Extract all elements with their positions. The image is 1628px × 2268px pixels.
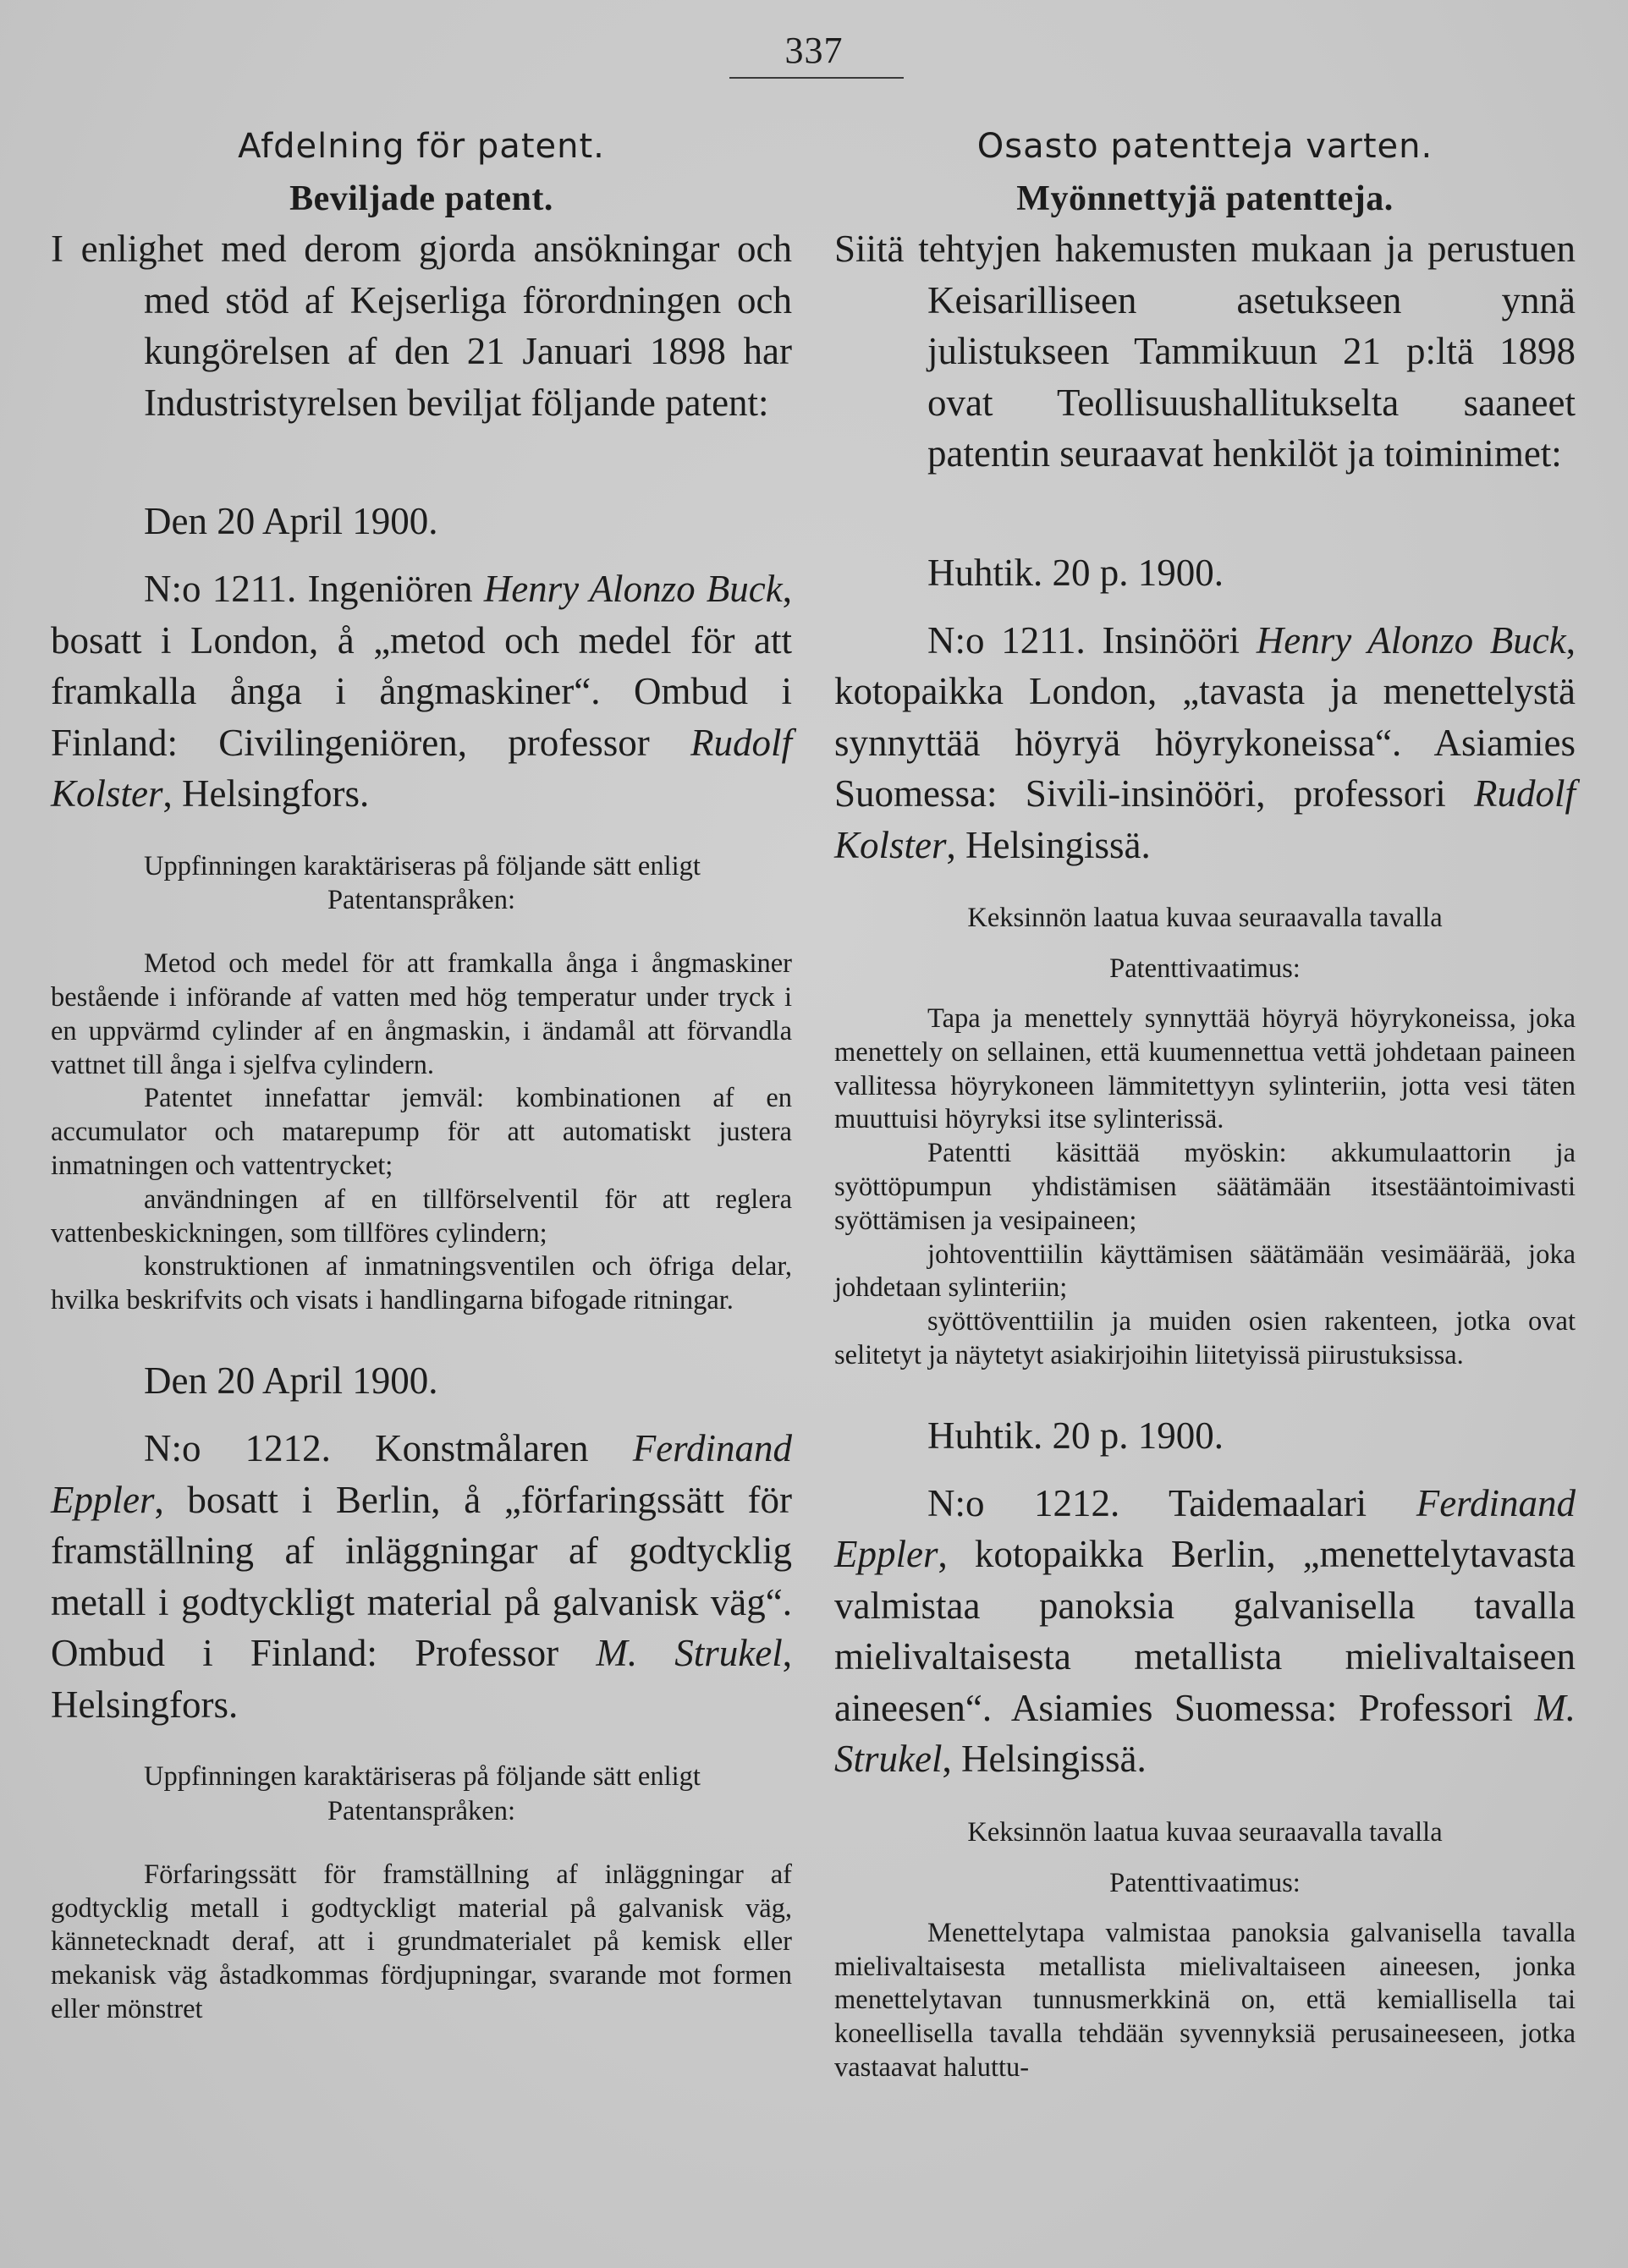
swedish-column	[51, 118, 792, 2027]
applicant-name: Ferdinand Eppler	[51, 1427, 792, 1521]
entry-body: , bosatt i Berlin, å „förfaringssätt för framställning af inläggningar af godtycklig metall i godtyckligt material på galvanisk väg“. Ombud i Finland: Professor	[51, 1478, 792, 1675]
section-title: Afdelning för patent.	[238, 127, 605, 166]
section-subtitle: Beviljade patent.	[289, 179, 553, 218]
intro-paragraph: Siitä tehtyjen hakemusten mukaan ja perustuen Keisarilliseen asetukseen ynnä julistukseen Tammikuun 21 p:ltä 1898 ovat Teollisuushallitukselta saaneet patentin seuraavat henkilöt ja toiminimet:	[834, 228, 1576, 475]
claim-paragraph: konstruktionen af inmatningsventilen och öfriga delar, hvilka beskrifvits och visats i handlingarna bifogade ritningar.	[51, 1251, 792, 1316]
applicant-title: Insinööri	[1102, 618, 1240, 662]
intro-paragraph: I enlighet med derom gjorda ansökningar och med stöd af Kejserliga förordningen och kungörelsen af den 21 Januari 1898 har Industristyrelsen beviljat följande patent:	[51, 228, 792, 424]
characterization-line: Uppfinningen karaktäriseras på följande sätt enligt	[144, 850, 701, 881]
claims-heading: Patenttivaatimus:	[1109, 953, 1301, 984]
entry-date: Den 20 April 1900.	[144, 500, 438, 542]
entry-location: , Helsingissä.	[942, 1738, 1147, 1781]
claims-heading: Patentanspråken:	[327, 885, 515, 916]
page-number: 337	[784, 30, 844, 71]
entry-location: , Helsingfors.	[51, 1632, 793, 1726]
agent-name: Rudolf Kolster	[51, 721, 793, 815]
characterization-line: Keksinnön laatua kuvaa seuraavalla tavalla	[967, 903, 1443, 933]
patent-entry	[51, 1423, 792, 1730]
entry-date: Huhtik. 20 p. 1900.	[927, 1414, 1224, 1457]
claims-heading: Patentanspråken:	[327, 1795, 515, 1826]
entry-date: Huhtik. 20 p. 1900.	[927, 551, 1224, 594]
claim-paragraph: johtoventtiilin käyttämisen säätämään vesimäärää, joka johdetaan sylinteriin;	[834, 1238, 1576, 1304]
applicant-name: Henry Alonzo Buck	[1256, 618, 1566, 662]
finnish-column	[834, 118, 1576, 2085]
patent-entry	[834, 1478, 1576, 1785]
entry-date: Den 20 April 1900.	[144, 1359, 438, 1403]
entry-body: , bosatt i London, å „metod och medel för att framkalla ånga i ångmaskiner“. Ombud i Finland: Civilingeniören, professor	[51, 568, 792, 764]
claim-paragraph: Patentti käsittää myöskin: akkumulaattorin ja syöttöpumpun yhdistämisen säätämään itsestääntoimivasti syöttämisen ja vesipaineen;	[834, 1138, 1576, 1236]
applicant-title: Taidemaalari	[1168, 1481, 1367, 1524]
patent-number: N:o 1212.	[927, 1481, 1120, 1524]
entry-body: , kotopaikka London, „tavasta ja menettelystä synnyttää höyryä höyrykoneissa“. Asiamies Suomessa: Sivili-insinööri, professori	[834, 618, 1576, 815]
patent-number: N:o 1211.	[144, 568, 297, 610]
characterization-line: Uppfinningen karaktäriseras på följande sätt enligt	[144, 1761, 701, 1793]
agent-name: Rudolf Kolster	[834, 772, 1576, 866]
claim-paragraph: Patentet innefattar jemväl: kombinationen af en accumulator och matarepump för att automatiskt justera inmatningen och vattentrycket;	[51, 1083, 792, 1182]
patent-entry	[51, 563, 792, 820]
header-rule	[729, 77, 904, 79]
agent-name: M. Strukel	[596, 1632, 783, 1675]
claims-heading: Patenttivaatimus:	[1109, 1867, 1301, 1898]
characterization-line: Keksinnön laatua kuvaa seuraavalla tavalla	[967, 1816, 1443, 1848]
applicant-title: Ingeniören	[307, 568, 473, 610]
applicant-name: Henry Alonzo Buck	[483, 568, 783, 610]
patent-number: N:o 1211.	[927, 618, 1086, 662]
patent-number: N:o 1212.	[144, 1427, 331, 1470]
claim-paragraph: Menettelytapa valmistaa panoksia galvanisella tavalla mielivaltaisesta metallista mielivaltaiseen aineesen, jonka menettelytavan tunnusmerkkinä on, että kemiallisella tai koneellisella tavalla tehdään syvennyksiä perusaineeseen, jotka vastaavat haluttu-	[834, 1917, 1576, 2083]
entry-body: , kotopaikka Berlin, „menettelytavasta valmistaa panoksia galvanisella tavalla mielivaltaisesta metallista mielivaltaiseen aineesen“. Asiamies Suomessa: Professori	[834, 1533, 1576, 1729]
section-title: Osasto patentteja varten.	[976, 127, 1433, 166]
agent-name: M. Strukel	[834, 1686, 1576, 1781]
applicant-title: Konstmålaren	[375, 1427, 589, 1470]
section-subtitle: Myönnettyjä patentteja.	[1016, 179, 1394, 218]
claim-paragraph: Förfaringssätt för framställning af inläggningar af godtycklig metall i godtyckligt material på galvanisk väg, kännetecknadt deraf, att i grundmaterialet på kemisk eller mekanisk väg åstadkommas fördjupningar, svarande mot formen eller mönstret	[51, 1859, 792, 2025]
patent-entry	[834, 615, 1576, 871]
claim-paragraph: Tapa ja menettely synnyttää höyryä höyrykoneissa, joka menettely on sellainen, että kuumennettua vettä johdetaan paineen vallitessa höyrykoneen lämmitettyyn sylinteriin, jotta vesi täten muuttuisi höyryksi itse sylinterissä.	[834, 1003, 1576, 1135]
entry-location: , Helsingfors.	[162, 772, 370, 815]
claim-paragraph: Metod och medel för att framkalla ånga i ångmaskiner bestående i införande af vatten med hög temperatur under tryck i en uppvärmd cylinder af en ångmaskin, i ändamål att förvandla vattnet till ånga i sjelfva cylindern.	[51, 948, 792, 1080]
entry-location: , Helsingissä.	[946, 823, 1151, 866]
applicant-name: Ferdinand Eppler	[834, 1481, 1576, 1576]
claim-paragraph: användningen af en tillförselventil för att reglera vattenbeskickningen, som tillföres cylindern;	[51, 1183, 792, 1249]
claim-paragraph: syöttöventtiilin ja muiden osien rakenteen, jotka ovat selitetyt ja näytetyt asiakirjoihin liitetyissä piirustuksissa.	[834, 1306, 1576, 1370]
